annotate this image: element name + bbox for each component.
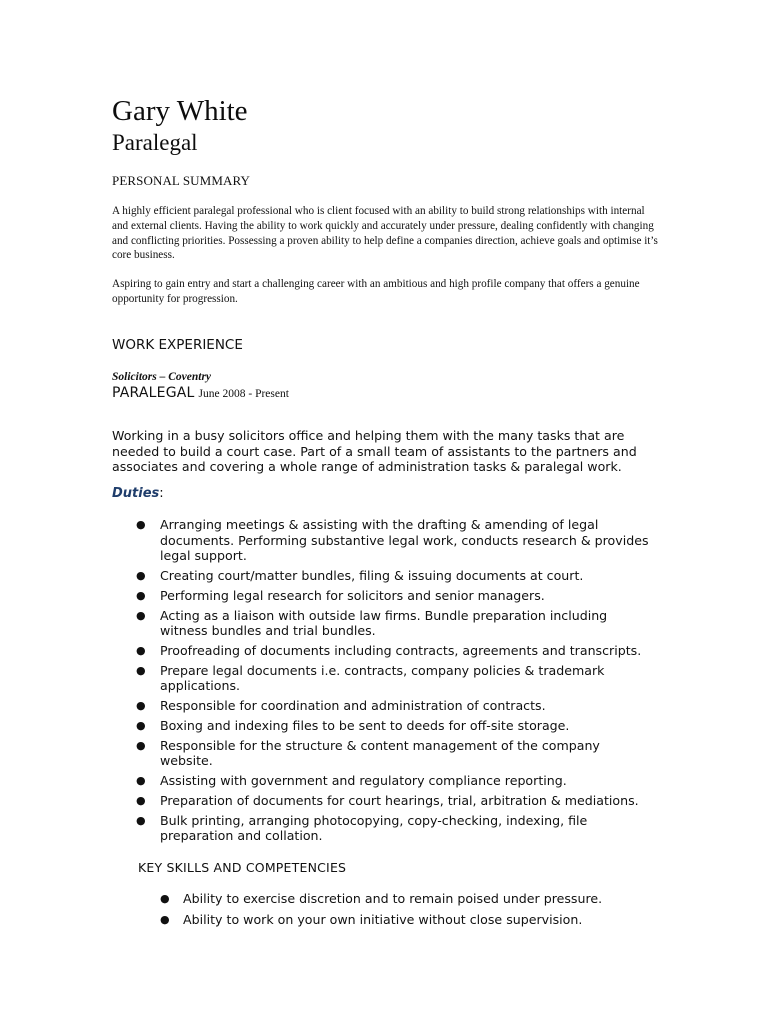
duty-item bbox=[136, 608, 656, 639]
work-experience-heading: WORK EXPERIENCE bbox=[112, 337, 243, 353]
duty-item-text: Bulk printing, arranging photocopying, copy-checking, indexing, file preparation and collation. bbox=[160, 812, 588, 844]
bullet-icon: ● bbox=[136, 663, 146, 677]
duty-item-text: Responsible for coordination and administration of contracts. bbox=[160, 698, 546, 714]
skill-item bbox=[160, 912, 660, 928]
duty-item-text: Responsible for the structure & content management of the company website. bbox=[160, 737, 600, 769]
employment-dates: June 2008 - Present bbox=[198, 388, 289, 400]
duty-item-text: Creating court/matter bundles, filing & issuing documents at court. bbox=[160, 567, 584, 583]
duty-item bbox=[136, 773, 656, 789]
personal-summary-heading: PERSONAL SUMMARY bbox=[112, 173, 251, 188]
bullet-icon: ● bbox=[136, 588, 146, 602]
job-title: Paralegal bbox=[112, 130, 198, 155]
bullet-icon: ● bbox=[136, 643, 146, 657]
duty-item bbox=[136, 698, 656, 714]
duty-item-text: Acting as a liaison with outside law firms. Bundle preparation including witness bundles and trial bundles. bbox=[160, 607, 608, 639]
bullet-icon: ● bbox=[136, 738, 146, 752]
duty-item bbox=[136, 738, 656, 769]
bullet-icon: ● bbox=[136, 793, 146, 807]
bullet-icon: ● bbox=[136, 774, 146, 787]
duty-item-text: Proofreading of documents including contracts, agreements and transcripts. bbox=[160, 642, 642, 658]
duty-item-text: Arranging meetings & assisting with the drafting & amending of legal documents. Performing substantive legal work, conducts research & provides legal support. bbox=[160, 517, 649, 564]
skill-item bbox=[160, 891, 660, 907]
bullet-icon: ● bbox=[136, 699, 146, 713]
employer-name: Solicitors – Coventry bbox=[112, 371, 212, 383]
duty-item bbox=[136, 663, 656, 694]
skill-item-text: Ability to work on your own initiative without close supervision. bbox=[183, 911, 583, 927]
duty-item-text: Preparation of documents for court hearings, trial, arbitration & mediations. bbox=[160, 792, 639, 808]
duty-item bbox=[136, 793, 656, 809]
bullet-icon: ● bbox=[160, 892, 170, 905]
bullet-icon: ● bbox=[136, 608, 146, 622]
duty-item bbox=[136, 643, 656, 659]
duties-label: Duties bbox=[112, 486, 160, 501]
bullet-icon: ● bbox=[136, 518, 146, 531]
duty-item bbox=[136, 718, 656, 734]
duty-item-text: Assisting with government and regulatory compliance reporting. bbox=[160, 773, 567, 788]
duty-item-text: Boxing and indexing files to be sent to deeds for off-site storage. bbox=[160, 717, 570, 733]
duty-item bbox=[136, 813, 656, 844]
bullet-icon: ● bbox=[136, 718, 146, 732]
role-intro: Working in a busy solicitors office and helping them with the many tasks that are needed to build a court case. Part of a small team of assistants to the partners and associates and covering a whole range of administration tasks & paralegal work. bbox=[112, 428, 637, 474]
duties-list bbox=[136, 517, 656, 848]
duties-colon: : bbox=[159, 486, 164, 501]
summary-paragraph-1: A highly efficient paralegal professional who is client focused with an ability to build strong relationships with internal and external clients. Having the ability to work quickly and accurately under pressure, dealing confidently with changing and conflicting priorities. Possessing a proven ability to help define a companies direction, achieve goals and optimise it’s core business. bbox=[112, 205, 658, 262]
candidate-name: Gary White bbox=[112, 95, 248, 127]
bullet-icon: ● bbox=[136, 568, 146, 582]
duty-item-text: Prepare legal documents i.e. contracts, company policies & trademark applications. bbox=[160, 662, 605, 694]
duty-item bbox=[136, 517, 656, 564]
key-skills-heading: KEY SKILLS AND COMPETENCIES bbox=[138, 860, 347, 875]
summary-paragraph-2: Aspiring to gain entry and start a challenging career with an ambitious and high profile company that offers a genuine opportunity for progression. bbox=[112, 278, 640, 305]
bullet-icon: ● bbox=[136, 813, 146, 827]
duty-item bbox=[136, 568, 656, 584]
duty-item bbox=[136, 588, 656, 604]
skill-item-text: Ability to exercise discretion and to remain poised under pressure. bbox=[183, 891, 603, 906]
duty-item-text: Performing legal research for solicitors and senior managers. bbox=[160, 587, 545, 603]
role-line bbox=[112, 384, 289, 403]
bullet-icon: ● bbox=[160, 912, 170, 926]
skills-list bbox=[160, 891, 660, 932]
duties-heading bbox=[112, 485, 164, 503]
role-title: PARALEGAL bbox=[112, 385, 195, 401]
